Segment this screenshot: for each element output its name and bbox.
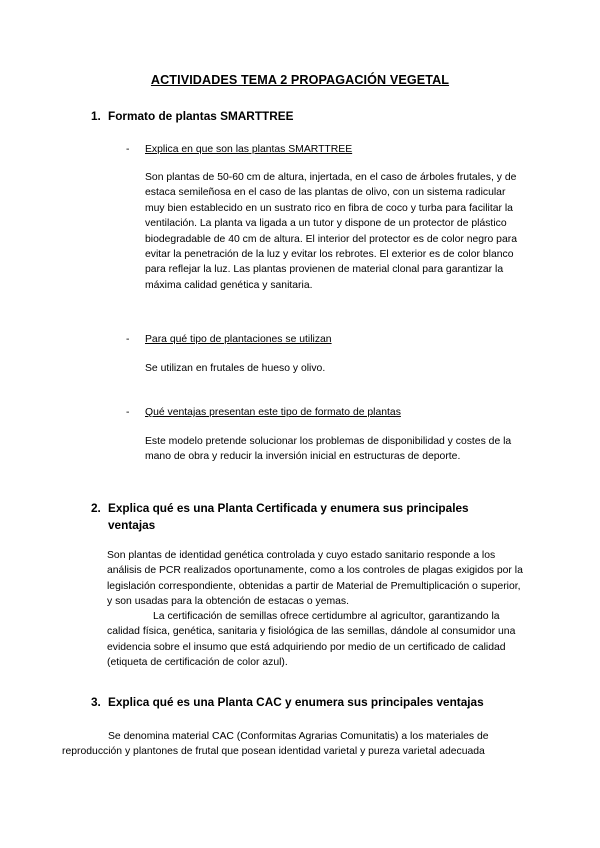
section-1-answer-2: Se utilizan en frutales de hueso y olivo. <box>145 363 326 374</box>
section-1-number: 1. <box>91 109 101 123</box>
bullet-label: Explica en que son las plantas SMARTTREE <box>145 144 353 155</box>
bullet-dash: - <box>126 407 130 418</box>
section-1-answer-1: Son plantas de 50-60 cm de altura, injertada, en el caso de árboles frutales, y de estaca semileñosa en el caso de las plantas de olivo, con un sistema radicular muy bien establecido en un sustrato rico en fibra de coco y turba para facilitar la ventilación. La planta va ligada a un tutor y dispone de un protector de plástico biodegradable de 40 cm de altura. El interior del protector es de color negro para evitar la penetración de la luz y evitar los rebrotes. El exterior es de color blanco para reflejar la luz. Las plantas provienen de material clonal para garantizar la máxima calidad genética y sanitaria. <box>145 172 517 291</box>
section-2-title-line-2: ventajas <box>108 518 156 532</box>
bullet-label: Qué ventajas presentan este tipo de formato de plantas <box>145 407 401 418</box>
section-1-heading <box>91 108 294 125</box>
section-1-title: Formato de plantas SMARTTREE <box>108 109 294 123</box>
section-2-number: 2. <box>91 501 101 515</box>
section-3-title: Explica qué es una Planta CAC y enumera sus principales ventajas <box>108 695 484 709</box>
bullet-dash: - <box>126 334 130 345</box>
bullet-dash: - <box>126 144 130 155</box>
section-1-answer-3: Este modelo pretende solucionar los problemas de disponibilidad y costes de la mano de obra y reducir la inversión inicial en estructuras de deporte. <box>145 436 512 463</box>
section-2-paragraph-1: Son plantas de identidad genética controlada y cuyo estado sanitario responde a los análisis de PCR realizados oportunamente, como a los controles de plagas exigidos por la legislación correspondiente, obtenidas a partir de Material de Premultiplicación o superior, y son usadas para la obtención de estacas o yemas. <box>107 550 523 608</box>
section-2-title-line-1: Explica qué es una Planta Certificada y enumera sus principales <box>108 501 469 515</box>
section-2-paragraph-2: La certificación de semillas ofrece certidumbre al agricultor, garantizando la calidad física, genética, sanitaria y fisiológica de las semillas, dándole al consumidor una evidencia sobre el insumo que está adquiriendo por medio de un certificado de calidad (etiqueta de certificación de color azul). <box>107 611 516 669</box>
section-1-bullet-2 <box>126 332 332 347</box>
section-1-bullet-1 <box>126 142 352 157</box>
section-3-heading <box>91 694 484 711</box>
section-1-bullet-3 <box>126 405 401 420</box>
bullet-label: Para qué tipo de plantaciones se utilizan <box>145 334 332 345</box>
document-title: ACTIVIDADES TEMA 2 PROPAGACIÓN VEGETAL <box>150 73 450 87</box>
section-2-heading <box>91 500 469 534</box>
section-3-number: 3. <box>91 695 101 709</box>
section-3-paragraph-1: Se denomina material CAC (Conformitas Agrarias Comunitatis) a los materiales de reproducción y plantones de frutal que posean identidad varietal y pureza varietal adecuada <box>62 731 489 758</box>
